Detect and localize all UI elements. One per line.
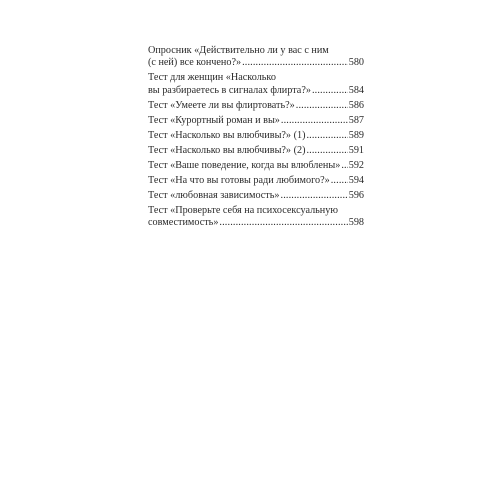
toc-entry bbox=[148, 130, 364, 142]
toc-entry bbox=[148, 205, 364, 230]
toc-entry-text: Тест «Умеете ли вы флиртовать?» bbox=[148, 99, 295, 111]
toc-page-number: 589 bbox=[348, 129, 364, 141]
dot-leader bbox=[312, 85, 348, 97]
toc-page-number: 580 bbox=[348, 57, 364, 69]
toc-entry-text: Опросник «Действительно ли у вас с ним bbox=[148, 45, 329, 56]
toc-entry bbox=[148, 45, 364, 70]
toc-entry-text: вы разбираетесь в сигналах флирта?» bbox=[148, 84, 311, 96]
toc-entry-text: Тест «Проверьте себя на психосексуальную bbox=[148, 204, 338, 216]
toc-entry-text: Тест «Насколько вы влюбчивы?» (1) bbox=[148, 129, 306, 141]
toc-entry-text: Тест для женщин «Насколько bbox=[148, 72, 276, 84]
toc-entry bbox=[148, 72, 364, 97]
toc-entry bbox=[148, 115, 364, 127]
dot-leader bbox=[331, 175, 348, 187]
toc-entry-text: Тест «Ваше поведение, когда вы влюблены» bbox=[148, 159, 341, 171]
toc-page-number: 584 bbox=[348, 84, 364, 96]
toc-entry-text: (с ней) все кончено?» bbox=[148, 57, 242, 69]
dot-leader bbox=[281, 190, 348, 202]
toc-page-number: 591 bbox=[348, 144, 364, 156]
toc-page-number: 594 bbox=[348, 174, 364, 186]
toc-page-number: 596 bbox=[348, 189, 364, 201]
dot-leader bbox=[306, 130, 347, 142]
dot-leader bbox=[306, 145, 347, 157]
dot-leader bbox=[296, 100, 348, 112]
toc-entry bbox=[148, 100, 364, 112]
dot-leader bbox=[219, 217, 347, 229]
toc-entry bbox=[148, 160, 364, 172]
toc-entry bbox=[148, 175, 364, 187]
toc-page-number: 587 bbox=[348, 114, 364, 126]
dot-leader bbox=[281, 115, 348, 127]
toc-page-number: 598 bbox=[348, 217, 364, 229]
toc-page-number: 586 bbox=[348, 99, 364, 111]
toc-entry-text: Тест «На что вы готовы ради любимого?» bbox=[148, 174, 330, 186]
toc-entry bbox=[148, 190, 364, 202]
toc-entry-text: Тест «Насколько вы влюбчивы?» (2) bbox=[148, 144, 306, 156]
dot-leader bbox=[242, 57, 348, 69]
toc-entry-text: Тест «Курортный роман и вы» bbox=[148, 114, 280, 126]
toc-entry-text: совместимость» bbox=[148, 217, 219, 229]
dot-leader bbox=[341, 160, 347, 172]
toc-entry-text: Тест «любовная зависимость» bbox=[148, 189, 280, 201]
toc-page-number: 592 bbox=[348, 159, 364, 171]
table-of-contents bbox=[148, 45, 364, 232]
toc-entry bbox=[148, 145, 364, 157]
